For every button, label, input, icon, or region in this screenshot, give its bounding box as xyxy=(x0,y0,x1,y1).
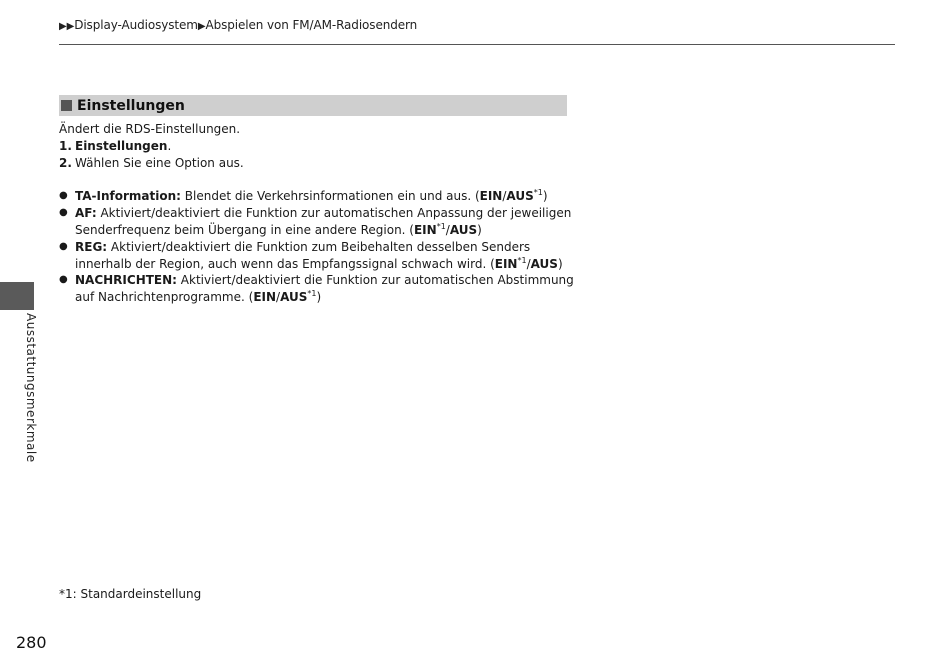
option-slash: / xyxy=(502,189,507,204)
step-1-rest: . xyxy=(167,138,172,153)
section-title: Einstellungen xyxy=(77,97,185,114)
option-term: TA-Information: xyxy=(75,189,181,204)
footnote-ref: *1 xyxy=(307,289,317,299)
option-slash: / xyxy=(276,290,281,305)
option-value-on: EIN xyxy=(413,222,437,237)
option-desc: Aktiviert/deaktiviert die Funktion zur automatischen Anpassung der jeweiligen Senderfrequenz beim Übergang in eine andere Region. ( xyxy=(75,206,572,237)
bullet-icon: ● xyxy=(59,240,68,252)
breadcrumb-arrows-icon: ▶▶ xyxy=(59,21,75,32)
section-header xyxy=(59,95,567,116)
bullet-icon: ● xyxy=(59,190,68,202)
option-term: REG: xyxy=(75,239,108,254)
footnote: *1: Standardeinstellung xyxy=(59,587,202,601)
step-number: 1. xyxy=(59,138,72,153)
option-item-nachrichten xyxy=(59,272,579,306)
content-body xyxy=(59,121,579,306)
footnote-ref: *1 xyxy=(533,188,543,198)
intro-text: Ändert die RDS-Einstellungen. xyxy=(59,122,241,136)
option-desc: Blendet die Verkehrsinformationen ein und aus. ( xyxy=(180,189,480,204)
page-number: 280 xyxy=(16,633,47,652)
side-tab-marker xyxy=(0,282,34,310)
option-value-off: AUS xyxy=(506,189,534,204)
bullet-icon: ● xyxy=(59,274,68,286)
option-close: ) xyxy=(557,256,563,271)
breadcrumb-item-radio[interactable]: Abspielen von FM/AM-Radiosendern xyxy=(205,18,418,32)
option-item-af xyxy=(59,205,579,239)
footnote-ref: *1 xyxy=(436,221,446,231)
step-1-bold: Einstellungen xyxy=(75,138,168,153)
step-2-text: Wählen Sie eine Option aus. xyxy=(75,155,244,170)
option-slash: / xyxy=(445,222,450,237)
section-square-icon xyxy=(61,100,72,111)
option-term: AF: xyxy=(75,206,97,221)
option-item-reg xyxy=(59,239,579,273)
option-desc: Aktiviert/deaktiviert die Funktion zum Beibehalten desselben Senders innerhalb der Region, auch wenn das Empfangssignal schwach wird. ( xyxy=(75,239,531,271)
option-close: ) xyxy=(542,189,548,204)
breadcrumb-item-display-audiosystem[interactable]: Display-Audiosystem xyxy=(74,18,198,32)
side-chapter-label: Ausstattungsmerkmale xyxy=(24,313,38,463)
step-2 xyxy=(59,155,579,172)
option-value-off: AUS xyxy=(530,256,558,271)
option-list xyxy=(59,188,579,306)
option-close: ) xyxy=(477,222,482,237)
option-close: ) xyxy=(316,290,322,305)
option-desc: Aktiviert/deaktiviert die Funktion zur automatischen Abstimmung auf Nachrichtenprogramme. ( xyxy=(75,273,574,305)
breadcrumb xyxy=(59,18,417,32)
option-term: NACHRICHTEN: xyxy=(75,273,177,288)
option-value-on: EIN xyxy=(479,189,503,204)
step-1 xyxy=(59,138,579,155)
option-value-off: AUS xyxy=(449,222,478,237)
option-value-on: EIN xyxy=(494,256,518,271)
option-value-off: AUS xyxy=(280,290,308,305)
option-item-ta-information xyxy=(59,188,579,205)
footnote-ref: *1 xyxy=(517,255,527,265)
option-value-on: EIN xyxy=(253,290,277,305)
step-number: 2. xyxy=(59,155,72,170)
bullet-icon: ● xyxy=(59,207,68,219)
option-slash: / xyxy=(526,256,531,271)
header-rule xyxy=(59,44,895,45)
breadcrumb-separator-icon: ▶ xyxy=(197,21,206,32)
